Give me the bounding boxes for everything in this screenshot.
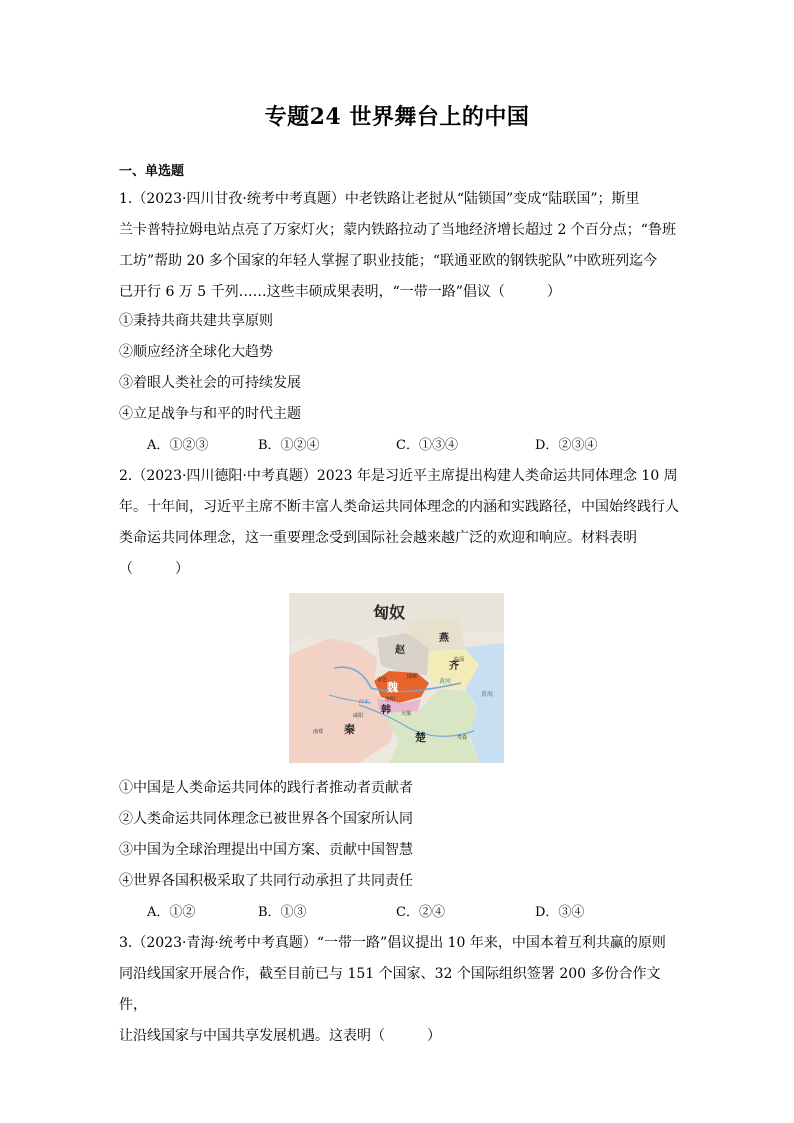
question-2-options [147, 903, 687, 923]
question-1-line: 工坊”帮助 20 多个国家的年轻人掌握了职业技能；“联通亚欧的钢铁驼队”中欧班列迄今 [119, 253, 658, 269]
question-1-line: 兰卡普特拉姆电站点亮了万家灯火；蒙内铁路拉动了当地经济增长超过 2 个百分点；“鲁班 [119, 222, 676, 238]
map-label-wei: 魏 [387, 681, 398, 694]
question-1-options [147, 436, 687, 456]
page-title: 专题24 世界舞台上的中国 [264, 104, 530, 130]
question-2-statement: ④世界各国积极采取了共同行动承担了共同责任 [119, 873, 413, 889]
question-1-statement: ③着眼人类社会的可持续发展 [119, 375, 301, 391]
option-a[interactable]: A．①②③ [147, 438, 209, 453]
map-label-huanghe: 黄河 [439, 678, 452, 685]
option-c[interactable]: C．②④ [396, 905, 445, 920]
question-2-line: 类命运共同体理念，这一重要理念受到国际社会越来越广泛的欢迎和响应。材料表明 [119, 530, 637, 546]
question-3-line: 3.（2023·青海·统考中考真题）“一带一路”倡议提出 10 年来，中国本着互利共赢的原则 [119, 935, 666, 951]
map-label-qi: 齐 [449, 661, 459, 672]
map-label-qin: 秦 [344, 723, 355, 736]
option-d[interactable]: D．③④ [535, 905, 585, 920]
map-label-huanghai: 黄海 [481, 691, 494, 698]
question-1-statement: ②顺应经济全球化大趋势 [119, 344, 273, 360]
map-label-hanshui: 汉水 [359, 699, 370, 705]
question-2-statement: ③中国为全球治理提出中国方案、贡献中国智慧 [119, 842, 413, 858]
option-b[interactable]: B．①②④ [258, 438, 320, 453]
question-1-statement: ④立足战争与和平的时代主题 [119, 406, 301, 422]
map-label-yan: 燕 [439, 633, 449, 644]
option-c[interactable]: C．①③④ [396, 438, 458, 453]
map-label-shouchun: 寿春 [457, 735, 468, 741]
question-1-line: 1.（2023·四川甘孜·统考中考真题）中老铁路让老挝从“陆锁国”变成“陆联国”；斯里 [119, 191, 640, 207]
question-2-line: 2.（2023·四川德阳·中考真题）2023 年是习近平主席提出构建人类命运共同体理念 10 周 [119, 468, 678, 484]
option-d[interactable]: D．②③④ [535, 438, 598, 453]
question-1-statement: ①秉持共商共建共享原则 [119, 313, 273, 329]
question-2-statement: ①中国是人类命运共同体的践行者推动者贡献者 [119, 780, 413, 796]
section-heading: 一、单选题 [119, 164, 185, 179]
map-label-zhao: 赵 [395, 645, 405, 656]
question-2-stem [119, 461, 679, 585]
map-label-luoyang: 洛阳 [385, 697, 396, 703]
question-1-line: 已开行 6 万 5 千列……这些丰硕成果表明，“一带一路”倡议（ ） [119, 284, 561, 300]
option-a[interactable]: A．①② [147, 905, 196, 920]
map-label-daliang: 大梁 [401, 711, 412, 717]
map-label-xiongnu: 匈奴 [373, 603, 406, 622]
map-label-anyi: 安邑 [377, 677, 388, 683]
option-b[interactable]: B．①③ [258, 905, 307, 920]
question-3-line: 让沿线国家与中国共享发展机遇。这表明（ ） [119, 1028, 441, 1044]
map-label-linzi: 临淄 [454, 657, 465, 663]
map-label-chu: 楚 [415, 731, 426, 744]
question-3-line: 同沿线国家开展合作，截至目前已与 151 个国家、32 个国际组织签署 200 多份合作文件， [119, 966, 661, 1013]
map-label-nanzheng: 南郑 [313, 729, 324, 735]
map-label-han: 韩 [381, 705, 391, 716]
question-2-line: （ ） [119, 561, 189, 577]
question-3-stem [119, 928, 679, 1052]
map-label-handan: 邯郸 [407, 674, 418, 680]
question-2-statement: ②人类命运共同体理念已被世界各个国家所认同 [119, 811, 413, 827]
warring-states-map [289, 593, 504, 763]
map-label-xianyang: 咸阳 [353, 713, 364, 719]
question-1-stem [119, 184, 679, 308]
question-2-line: 年。十年间，习近平主席不断丰富人类命运共同体理念的内涵和实践路径，中国始终践行人 [119, 499, 679, 515]
